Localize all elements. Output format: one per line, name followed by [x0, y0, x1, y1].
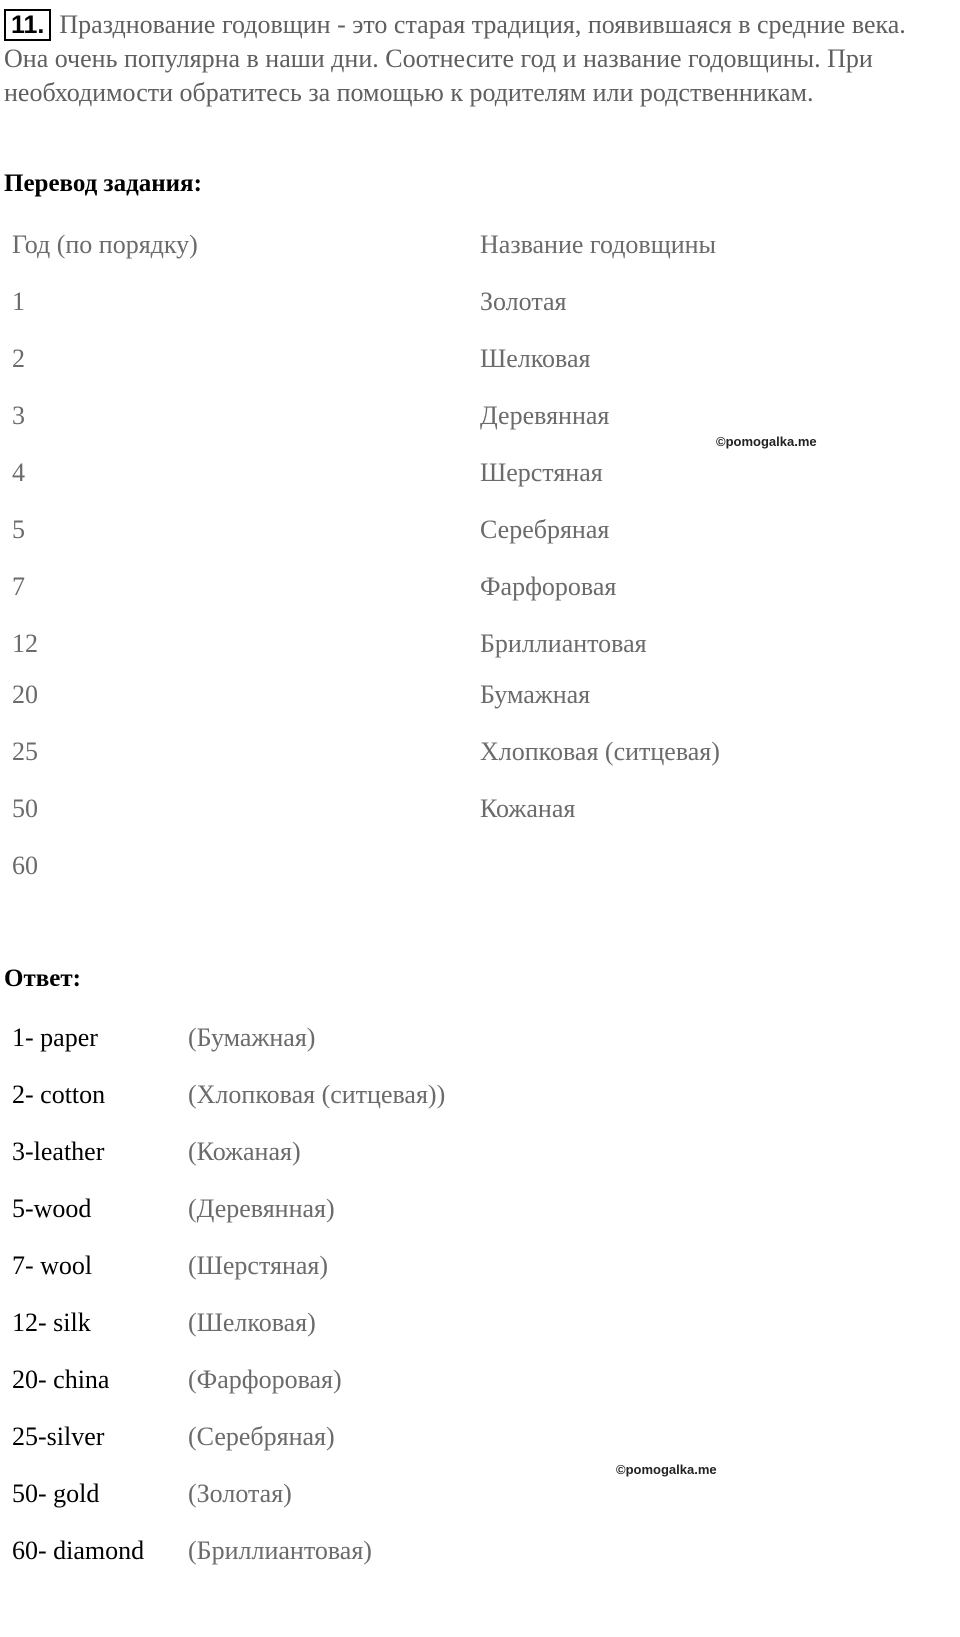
- task-paragraph: [4, 8, 954, 110]
- name-item: Деревянная: [480, 401, 610, 430]
- name-item: Золотая: [480, 287, 567, 316]
- answer-english: 5-wood: [12, 1194, 92, 1223]
- year-item: 4: [12, 458, 25, 487]
- answer-russian: (Хлопковая (ситцевая)): [188, 1080, 446, 1109]
- watermark: ©pomogalka.me: [616, 1462, 717, 1477]
- answer-english: 7- wool: [12, 1251, 93, 1280]
- answer-english: 2- cotton: [12, 1080, 106, 1109]
- year-item: 2: [12, 344, 25, 373]
- year-item: 25: [12, 737, 38, 766]
- name-item: Кожаная: [480, 794, 576, 823]
- answer-english: 12- silk: [12, 1308, 91, 1337]
- answer-russian: (Шелковая): [188, 1308, 316, 1337]
- watermark: ©pomogalka.me: [716, 434, 817, 449]
- answer-english: 1- paper: [12, 1023, 98, 1052]
- answer-russian: (Кожаная): [188, 1137, 301, 1166]
- answer-english: 50- gold: [12, 1479, 100, 1508]
- answer-english: 25-silver: [12, 1422, 105, 1451]
- year-item: 7: [12, 572, 25, 601]
- answer-russian: (Золотая): [188, 1479, 292, 1508]
- name-item: Бумажная: [480, 680, 591, 709]
- name-item: Шерстяная: [480, 458, 603, 487]
- answer-english: 20- china: [12, 1365, 110, 1394]
- name-item: Серебряная: [480, 515, 610, 544]
- answer-russian: (Деревянная): [188, 1194, 335, 1223]
- name-item: Фарфоровая: [480, 572, 617, 601]
- year-column-header: Год (по порядку): [12, 230, 198, 259]
- year-item: 5: [12, 515, 25, 544]
- year-item: 3: [12, 401, 25, 430]
- year-item: 12: [12, 629, 38, 658]
- year-item: 50: [12, 794, 38, 823]
- answer-english: 60- diamond: [12, 1536, 145, 1565]
- answer-russian: (Шерстяная): [188, 1251, 329, 1280]
- task-text: Празднование годовщин - это старая традиция, появившаяся в средние века. Она очень популярна в наши дни. Соотнесите год и название годовщины. При необходимости обратитесь за помощью к родителям или родственникам.: [4, 10, 906, 107]
- name-item: Хлопковая (ситцевая): [480, 737, 720, 766]
- name-item: Бриллиантовая: [480, 629, 647, 658]
- answer-heading: Ответ:: [4, 965, 81, 992]
- answer-russian: (Бумажная): [188, 1023, 316, 1052]
- year-item: 20: [12, 680, 38, 709]
- task-number: 11.: [4, 9, 51, 41]
- name-item: Шелковая: [480, 344, 591, 373]
- year-item: 60: [12, 851, 38, 880]
- answer-russian: (Фарфоровая): [188, 1365, 342, 1394]
- year-item: 1: [12, 287, 25, 316]
- answer-english: 3-leather: [12, 1137, 105, 1166]
- answer-russian: (Серебряная): [188, 1422, 335, 1451]
- answer-russian: (Бриллиантовая): [188, 1536, 372, 1565]
- name-column-header: Название годовщины: [480, 230, 717, 259]
- translation-heading: Перевод задания:: [4, 170, 202, 197]
